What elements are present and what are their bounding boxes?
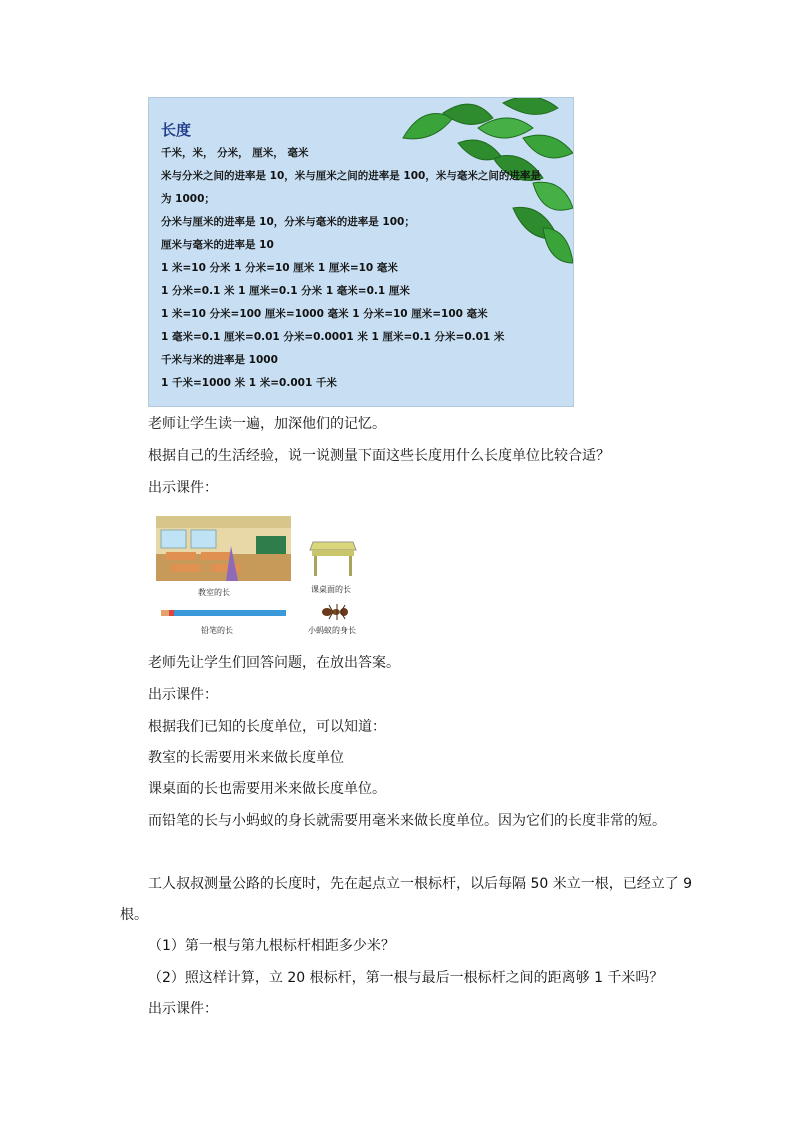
slide-line: 米与分米之间的进率是 10，米与厘米之间的进率是 100，米与毫米之间的进率是 <box>161 170 541 182</box>
paragraph: 工人叔叔测量公路的长度时，先在起点立一根标杆，以后每隔 50 米立一根，已经立了 9 <box>148 876 693 892</box>
slide-line: 千米，米， 分米， 厘米， 毫米 <box>161 147 309 159</box>
ant-image <box>319 602 354 622</box>
paragraph: 根据我们已知的长度单位，可以知道： <box>148 719 386 735</box>
classroom-image <box>156 516 291 581</box>
paragraph: 根据自己的生活经验，说一说测量下面这些长度用什么长度单位比较合适？ <box>148 448 610 464</box>
paragraph: 出示课件： <box>148 687 218 703</box>
slide-line: 1 米=10 分米 1 分米=10 厘米 1 厘米=10 毫米 <box>161 262 398 274</box>
paragraph: 老师让学生读一遍，加深他们的记忆。 <box>148 416 386 432</box>
slide-line: 分米与厘米的进率是 10，分米与毫米的进率是 100； <box>161 216 415 228</box>
paragraph: 而铅笔的长与小蚂蚁的身长就需要用毫米来做长度单位。因为它们的长度非常的短。 <box>148 813 666 829</box>
paragraph: 出示课件： <box>148 480 218 496</box>
question: （1）第一根与第九根标杆相距多少米？ <box>148 938 395 954</box>
desk-caption: 课桌面的长 <box>311 585 351 594</box>
length-slide <box>148 97 574 407</box>
paragraph: 出示课件： <box>148 1001 218 1017</box>
ant-caption: 小蚂蚁的身长 <box>308 626 356 635</box>
length-items-picture <box>156 516 371 641</box>
leaves-decoration <box>383 98 573 268</box>
slide-title: 长度 <box>161 121 192 139</box>
pencil-image <box>161 608 286 618</box>
pencil-caption: 铅笔的长 <box>201 626 233 635</box>
slide-line: 厘米与毫米的进率是 10 <box>161 239 274 251</box>
question: （2）照这样计算，立 20 根标杆，第一根与最后一根标杆之间的距离够 1 千米吗？ <box>148 970 664 986</box>
paragraph: 课桌面的长也需要用米来做长度单位。 <box>148 781 386 797</box>
slide-line: 千米与米的进率是 1000 <box>161 354 278 366</box>
slide-line: 1 米=10 分米=100 厘米=1000 毫米 1 分米=10 厘米=100 毫米 <box>161 308 488 320</box>
slide-line: 1 分米=0.1 米 1 厘米=0.1 分米 1 毫米=0.1 厘米 <box>161 285 410 297</box>
desk-image <box>308 534 358 579</box>
classroom-caption: 教室的长 <box>198 588 230 597</box>
paragraph: 根。 <box>120 907 148 923</box>
paragraph: 教室的长需要用米来做长度单位 <box>148 750 344 766</box>
slide-line: 为 1000； <box>161 193 215 205</box>
paragraph: 老师先让学生们回答问题，在放出答案。 <box>148 655 400 671</box>
slide-line: 1 毫米=0.1 厘米=0.01 分米=0.0001 米 1 厘米=0.1 分米=0.01 米 <box>161 331 505 343</box>
slide-line: 1 千米=1000 米 1 米=0.001 千米 <box>161 377 337 389</box>
